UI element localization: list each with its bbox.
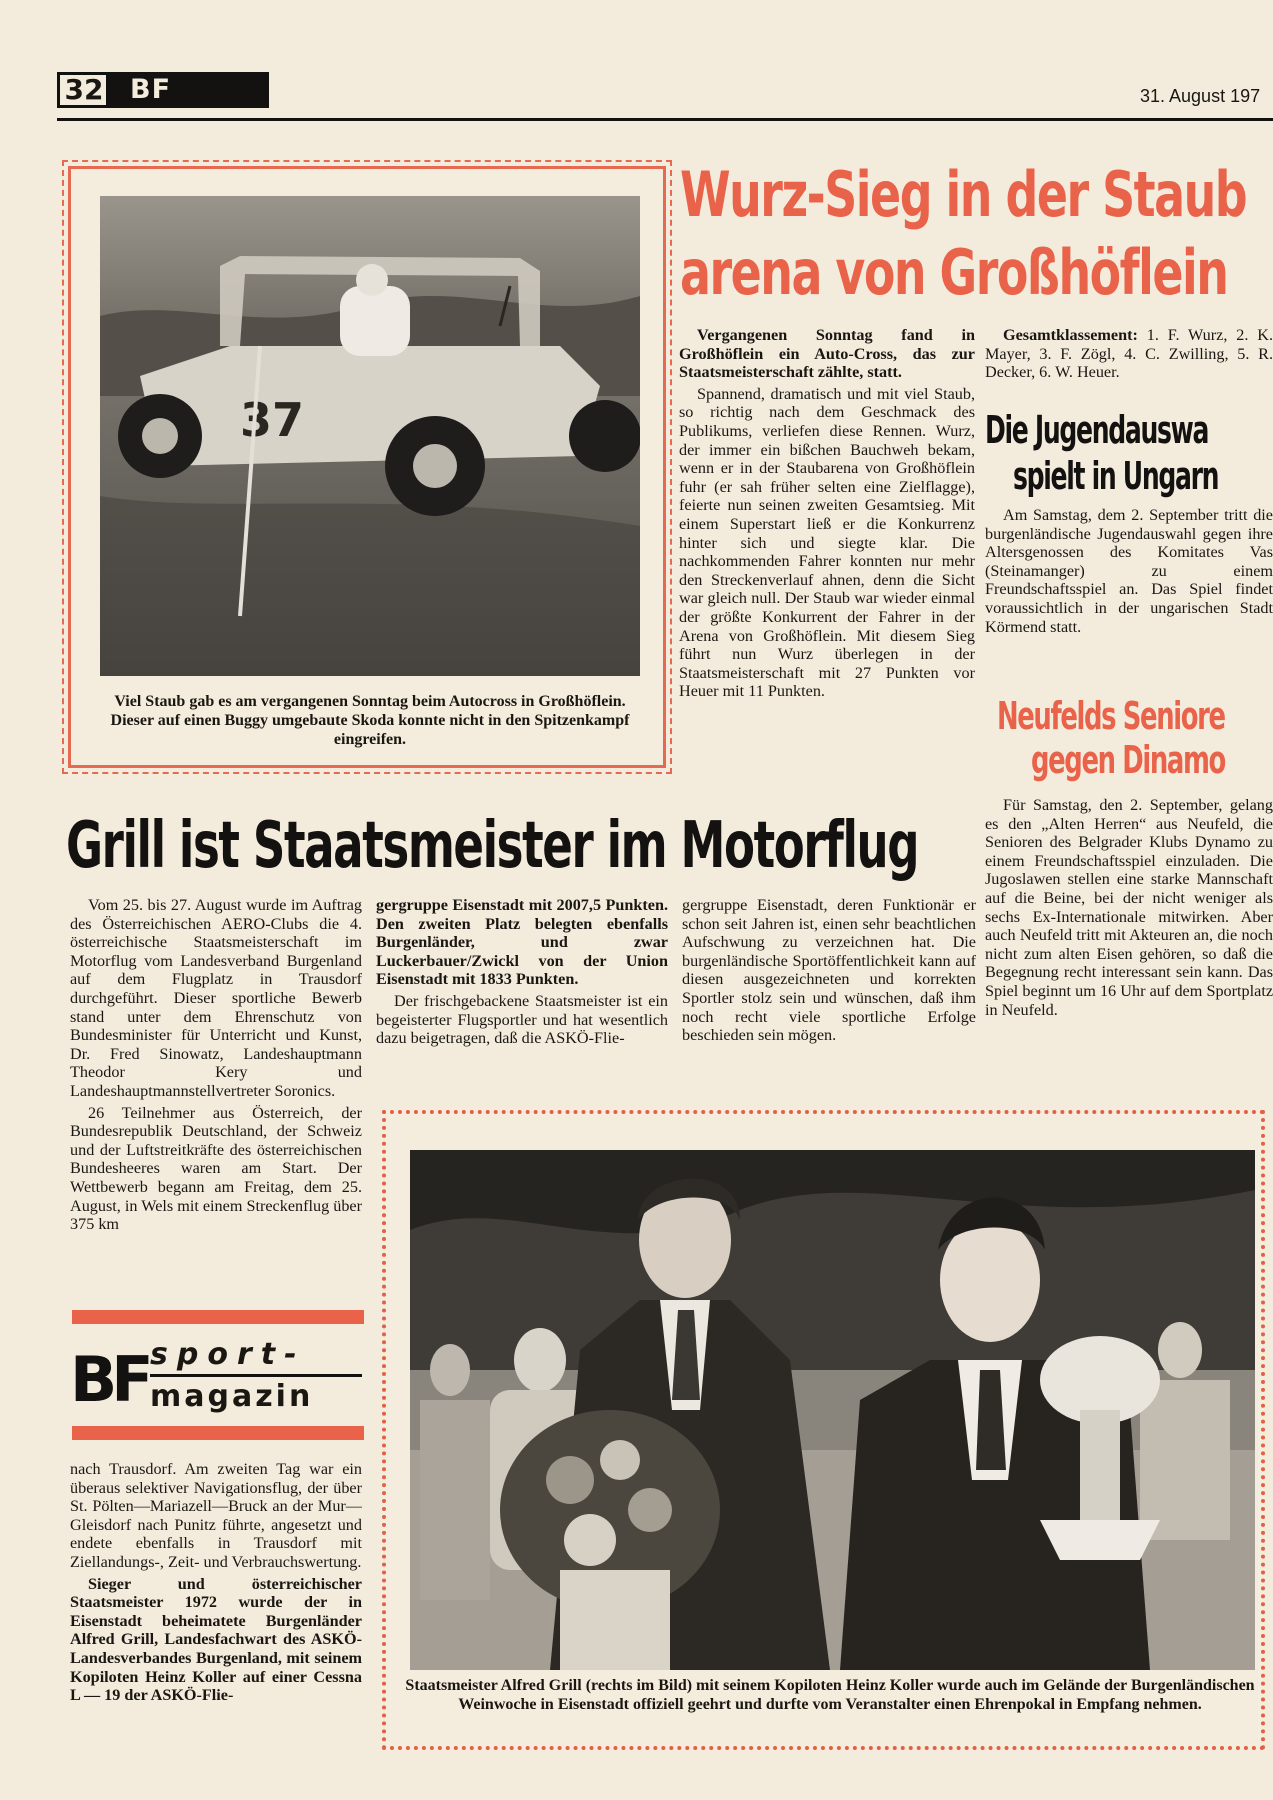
wurz-headline-line1: Wurz-Sieg in der Staub <box>680 160 1247 231</box>
wurz-body: Spannend, dramatisch und mit viel Staub, so richtig nach dem Geschmack des Publikums, verliefen diese Rennen. Wurz, der immer ein bißchen Bauchweh bekam, wenn er in der Staubarena von Großhöflein fuhr (er sah früher selten eine Zielflagge), feierte nun seinen zweiten Gesamtsieg. Mit einem Superstart ließ er die Konkurrenz hinter sich und siegte klar. Die nachkommenden Fahrer konnten nur mehr den Streckenverlauf ahnen, denn die Sicht war gleich null. Der Staub war wieder einmal der größte Konkurrent der Fahrer in der Arena von Großhöflein. Mit diesem Sieg führt nun Wurz überlegen in der Staatsmeisterschaft mit 27 Punkten vor Heuer mit 11 Punkten. <box>679 384 975 701</box>
trophy-photo-caption: Staatsmeister Alfred Grill (rechts im Bild) mit seinem Kopiloten Heinz Koller wurde auch im Gelände der Burgenländischen Weinwoche in Eisenstadt offiziell geehrt und durfte vom Veranstalter einen Ehrenpokal in Empfang nehmen. <box>405 1677 1255 1713</box>
award-ceremony-image <box>410 1150 1255 1670</box>
page-number: 32 <box>64 73 104 106</box>
trophy-photo <box>410 1150 1255 1670</box>
jugend-body-text: Am Samstag, dem 2. September tritt die burgenländische Jugendauswahl gegen ihre Altersgenossen des Komitates Vas (Steinamanger) zu einem Freundschaftsspiel an. Das Spiel findet voraussichtlich in der ungarischen Stadt Körmend statt. <box>985 506 1273 636</box>
grill-col2-p1: gergruppe Eisenstadt mit 2007,5 Punkten. Den zweiten Platz belegten ebenfalls Burgenländer, und zwar Luckerbauer/Zwickl von der Union Eisenstadt mit 1833 Punkten. <box>376 896 668 989</box>
grill-col1-p3: nach Trausdorf. Am zweiten Tag war ein überaus selektiver Navigationsflug, der über St. Pölten—Mariazell—Bruck an der Mur—Gleisdorf nach Punitz führte, angesetzt und endete ebenfalls in Trausdorf mit Ziellandungs-, Zeit- und Verbrauchswertung. <box>70 1460 362 1571</box>
grill-col1-bottom <box>70 1460 362 1760</box>
sport-logo-rule <box>150 1374 362 1377</box>
grill-col2-p2: Der frischgebackene Staatsmeister ist ein begeisterter Flugsportler und hat wesentlich dazu beigetragen, daß die ASKÖ-Flie- <box>376 991 668 1048</box>
results-label: Gesamtklassement: <box>1003 326 1138 344</box>
sport-logo-line2: magazin <box>150 1379 314 1414</box>
grill-col1-top <box>70 896 362 1282</box>
neufeld-body <box>985 796 1273 1076</box>
sport-logo-bar-bottom <box>72 1426 364 1440</box>
jugend-headline-line2: spielt in Ungarn <box>1013 454 1219 498</box>
jugend-headline-wrap <box>985 408 1273 504</box>
results-list: 1. F. Wurz, 2. K. Mayer, 3. F. Zögl, 4. C. Zwilling, 5. R. Decker, 6. W. Heuer. <box>985 326 1273 382</box>
header-date: 31. August 197 <box>1140 86 1261 106</box>
car-photo-caption: Viel Staub gab es am vergangenen Sonntag beim Autocross in Großhöflein. Dieser auf einen Buggy umgebaute Skoda konnte nicht in den Spitzenkampf eingreifen. <box>110 693 630 748</box>
wurz-lead: Vergangenen Sonntag fand in Großhöflein ein Auto-Cross, das zur Staatsmeisterschaft zählte, statt. <box>679 326 975 382</box>
neufeld-headline-line1: Neufelds Seniore <box>997 694 1225 738</box>
grill-headline-wrap <box>66 808 978 888</box>
sport-logo-bf: BF <box>70 1343 148 1416</box>
grill-col1-p2: 26 Teilnehmer aus Österreich, der Bundesrepublik Deutschland, der Schweiz und der Luftstreitkräfte des österreichischen Bundesheeres waren am Start. Der Wettbewerb begann am Freitag, dem 25. August, in Wels mit einem Streckenflug über 375 km <box>70 1103 362 1234</box>
sport-logo-bar-top <box>72 1310 364 1324</box>
buggy-car-image <box>100 196 640 676</box>
grill-col2 <box>376 896 668 1078</box>
jugend-body <box>985 506 1273 678</box>
neufeld-headline-wrap <box>997 694 1273 784</box>
neufeld-headline-line2: gegen Dinamo <box>1031 738 1225 782</box>
neufeld-body-text: Für Samstag, den 2. September, gelang es den „Alten Herren“ aus Neufeld, die Senioren des Belgrader Klubs Dynamo zu einem Freundschaftsspiel einzuladen. Die Jugoslawen stellen eine starke Mannschaft auf die Beine, bei der nicht weniger als sechs Ex-Internationale mitwirken. Aber auch Neufeld tritt mit Akteuren an, die noch nicht zum alten Eisen gehören, so daß die Begegnung recht interessant sein kann. Das Spiel beginnt um 16 Uhr auf dem Sportplatz in Neufeld. <box>985 796 1273 1019</box>
header-rule <box>57 118 1273 121</box>
grill-col3-p1: gergruppe Eisenstadt, deren Funktionär er schon seit Jahren ist, einen sehr beachtlichen Aufschwung zu verzeichnen hat. Die burgenländische Sportöffentlichkeit kann auf diesen ausgezeichneten und korrekten Sportler stolz sein und wünschen, daß ihm noch recht viele sportliche Erfolge beschieden sein mögen. <box>682 896 976 1045</box>
header-badge: BF <box>130 74 172 105</box>
wurz-results <box>985 326 1273 400</box>
wurz-article-body <box>679 326 975 774</box>
sport-logo-line1: sport- <box>150 1337 306 1372</box>
jugend-headline-line1: Die Jugendauswa <box>985 408 1209 452</box>
grill-col1-p1: Vom 25. bis 27. August wurde im Auftrag des Österreichischen AERO-Clubs die 4. österreichische Staatsmeisterschaft im Motorflug vom Landesverband Burgenland auf dem Flugplatz in Trausdorf durchgeführt. Dieser sportliche Bewerb stand unter dem Ehrenschutz von Bundesminister für Unterricht und Kunst, Dr. Fred Sinowatz, Landeshauptmann Theodor Kery und Landeshauptmannstellvertreter Soronics. <box>70 896 362 1100</box>
grill-headline: Grill ist Staatsmeister im Motorflug <box>66 809 919 883</box>
grill-col3 <box>682 896 976 1078</box>
wurz-headline-line2: arena von Großhöflein <box>680 236 1228 309</box>
car-photo <box>100 196 640 676</box>
car-number-text: 37 <box>240 393 305 447</box>
wurz-headline-wrap <box>680 160 1273 320</box>
grill-col1-p4: Sieger und österreichischer Staatsmeister 1972 wurde der in Eisenstadt beheimatete Burgenländer Alfred Grill, Landesfachwart des ASKÖ-Landesverbandes Burgenland, mit seinem Kopiloten Heinz Koller auf einer Cessna L — 19 der ASKÖ-Flie- <box>70 1574 362 1705</box>
